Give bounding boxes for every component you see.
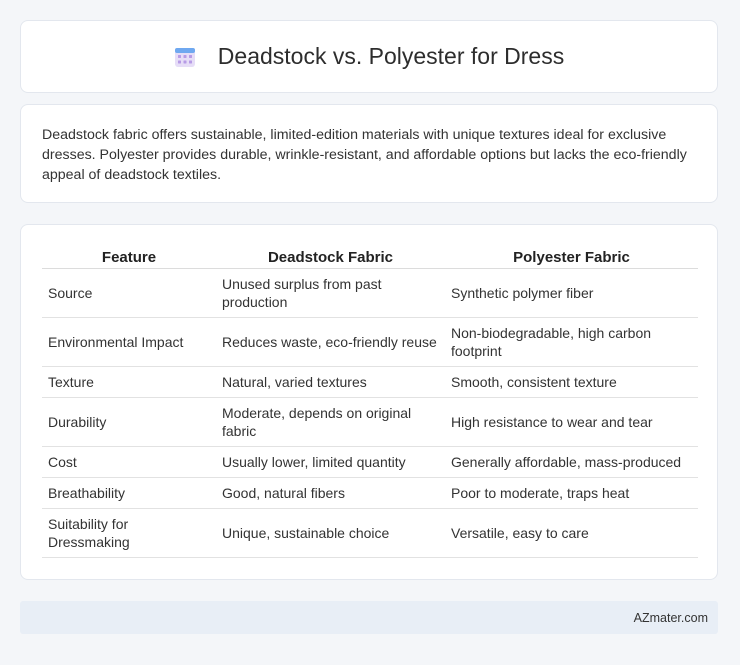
column-header-feature: Feature — [42, 245, 216, 269]
table-row — [42, 478, 698, 509]
table-cell: Natural, varied textures — [216, 367, 445, 398]
summary-text: Deadstock fabric offers sustainable, limited-edition materials with unique textures ideal for exclusive dresses. Polyester provides durable, wrinkle-resistant, and affordable options but lacks the eco-friendly appeal of deadstock textiles. — [42, 127, 687, 183]
table-cell: Unused surplus from past production — [216, 269, 445, 318]
column-header-deadstock: Deadstock Fabric — [216, 245, 445, 269]
table-row — [42, 398, 698, 447]
table-row — [42, 269, 698, 318]
table-cell: Reduces waste, eco-friendly reuse — [216, 318, 445, 367]
table-cell: Moderate, depends on original fabric — [216, 398, 445, 447]
table-cell: High resistance to wear and tear — [445, 398, 698, 447]
comparison-card — [20, 224, 718, 580]
table-cell: Versatile, easy to care — [445, 509, 698, 558]
table-header-row — [42, 245, 698, 269]
table-cell: Good, natural fibers — [216, 478, 445, 509]
table-cell: Environmental Impact — [42, 318, 216, 367]
table-cell: Generally affordable, mass-produced — [445, 447, 698, 478]
table-cell: Non-biodegradable, high carbon footprint — [445, 318, 698, 367]
table-cell: Synthetic polymer fiber — [445, 269, 698, 318]
title-card — [20, 20, 718, 93]
table-cell: Cost — [42, 447, 216, 478]
table-cell: Suitability for Dressmaking — [42, 509, 216, 558]
table-cell: Durability — [42, 398, 216, 447]
page-title: Deadstock vs. Polyester for Dress — [217, 43, 565, 69]
table-cell: Unique, sustainable choice — [216, 509, 445, 558]
calendar-icon — [174, 46, 196, 68]
table-row — [42, 509, 698, 558]
table-cell: Smooth, consistent texture — [445, 367, 698, 398]
footer-brand: AZmater.com — [633, 610, 708, 625]
table-cell: Breathability — [42, 478, 216, 509]
footer — [20, 601, 718, 634]
summary-card — [20, 104, 718, 203]
column-header-polyester: Polyester Fabric — [445, 245, 698, 269]
table-cell: Poor to moderate, traps heat — [445, 478, 698, 509]
table-cell: Usually lower, limited quantity — [216, 447, 445, 478]
table-row — [42, 318, 698, 367]
table-row — [42, 447, 698, 478]
comparison-table — [42, 245, 698, 558]
table-row — [42, 367, 698, 398]
table-cell: Source — [42, 269, 216, 318]
table-cell: Texture — [42, 367, 216, 398]
